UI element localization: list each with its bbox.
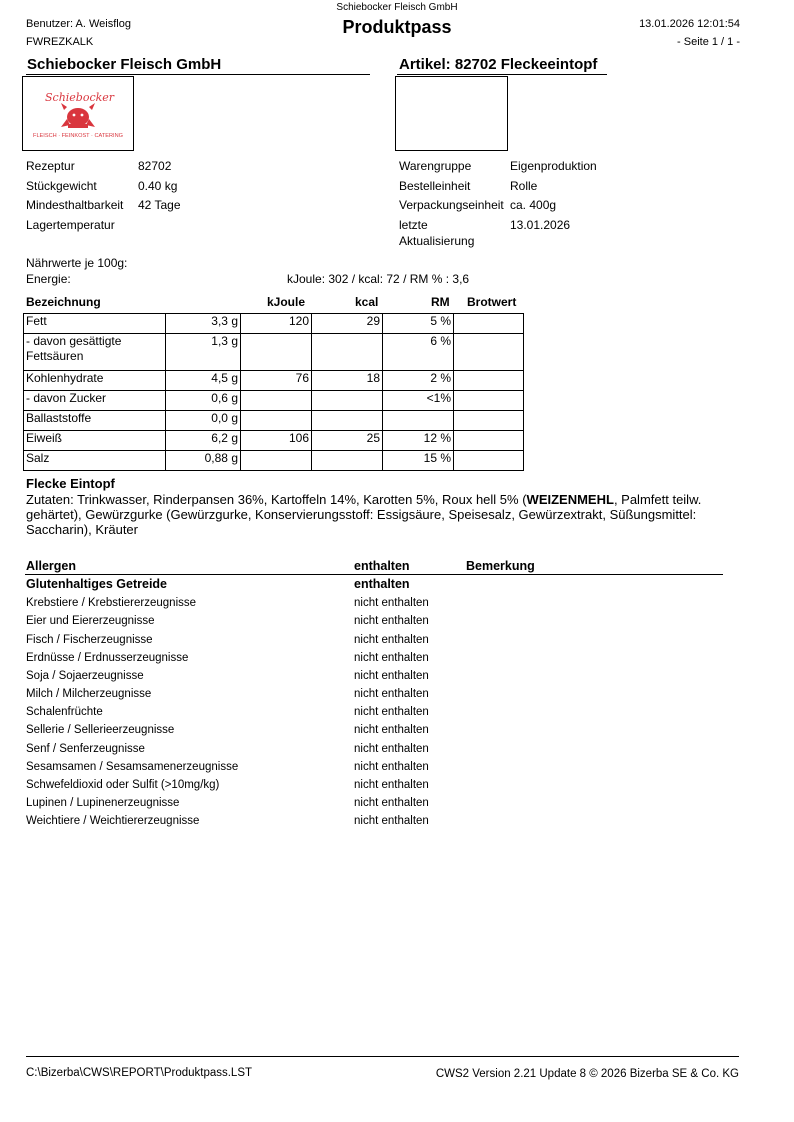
info-label: Bestelleinheit [399, 179, 471, 193]
nutrient-name: Ballaststoffe [24, 411, 166, 431]
nutrient-amount: 0,0 g [166, 411, 241, 431]
nutrient-amount: 4,5 g [166, 371, 241, 391]
allergen-status: nicht enthalten [354, 815, 429, 827]
divider [397, 74, 607, 75]
energy-label: Energie: [26, 272, 71, 286]
table-row [24, 431, 524, 451]
allergen-status: nicht enthalten [354, 615, 429, 627]
info-label: Rezeptur [26, 159, 75, 173]
allergen-name: Soja / Sojaerzeugnisse [26, 670, 144, 682]
nutrient-kcal [312, 411, 383, 431]
table-row [24, 451, 524, 471]
nutrition-table [23, 313, 524, 471]
report-path: C:\Bizerba\CWS\REPORT\Produktpass.LST [26, 1067, 253, 1079]
nutrient-amount: 0,88 g [166, 451, 241, 471]
info-label: Verpackungseinheit [399, 198, 504, 212]
nutrient-kcal [312, 451, 383, 471]
col-header-brotwert: Brotwert [467, 295, 517, 309]
ingredients-pre: Zutaten: Trinkwasser, Rinderpansen 36%, Kartoffeln 14%, Karotten 5%, Roux hell 5% ( [26, 492, 527, 507]
col-header-name: Bezeichnung [26, 295, 101, 309]
nutrient-name: Kohlenhydrate [24, 371, 166, 391]
allergen-note-col-header: Bemerkung [466, 559, 535, 573]
energy-value: kJoule: 302 / kcal: 72 / RM % : 3,6 [287, 272, 470, 286]
col-header-rm: RM [431, 295, 450, 309]
allergen-status: nicht enthalten [354, 724, 429, 736]
col-header-kcal: kcal [355, 295, 379, 309]
info-value: Eigenproduktion [510, 159, 597, 173]
info-value: 0.40 kg [138, 179, 178, 193]
nutrient-brotwert [454, 314, 524, 334]
nutrition-per-label: Nährwerte je 100g: [26, 256, 128, 270]
allergen-name: Lupinen / Lupinenerzeugnisse [26, 797, 180, 809]
nutrient-amount: 0,6 g [166, 391, 241, 411]
page-title: Produktpass [342, 17, 452, 37]
info-value: Rolle [510, 179, 538, 193]
info-label: Warengruppe [399, 159, 472, 173]
allergen-name: Schwefeldioxid oder Sulfit (>10mg/kg) [26, 779, 220, 791]
nutrient-kcal [312, 391, 383, 411]
allergen-name: Eier und Eiererzeugnisse [26, 615, 155, 627]
nutrient-brotwert [454, 451, 524, 471]
nutrient-kjoule: 106 [241, 431, 312, 451]
nutrient-name: Eiweiß [24, 431, 166, 451]
user-label: Benutzer: A. Weisflog [26, 18, 131, 30]
allergen-name: Weichtiere / Weichtiererzeugnisse [26, 815, 200, 827]
logo-graphic [23, 77, 133, 150]
print-datetime: 13.01.2026 12:01:54 [639, 18, 740, 30]
allergen-status: enthalten [354, 577, 410, 591]
divider [26, 1056, 739, 1057]
company-logo [22, 76, 134, 151]
info-label: Lagertemperatur [26, 218, 115, 232]
info-label: letzte [399, 218, 428, 232]
nutrient-brotwert [454, 431, 524, 451]
allergen-status: nicht enthalten [354, 761, 429, 773]
allergen-name: Milch / Milcherzeugnisse [26, 688, 152, 700]
info-value: ca. 400g [510, 198, 557, 212]
nutrient-rm: 12 % [383, 431, 454, 451]
allergen-col-header: Allergen [26, 559, 77, 573]
col-header-kjoule: kJoule [267, 295, 306, 309]
nutrient-kjoule: 120 [241, 314, 312, 334]
nutrient-name: Fett [24, 314, 166, 334]
allergen-name: Sellerie / Sellerieerzeugnisse [26, 724, 175, 736]
allergen-status: nicht enthalten [354, 743, 429, 755]
allergen-status: nicht enthalten [354, 634, 429, 646]
nutrient-name: - davon gesättigte Fettsäuren [24, 334, 166, 371]
nutrient-kjoule [241, 391, 312, 411]
nutrient-rm [383, 411, 454, 431]
nutrient-brotwert [454, 334, 524, 371]
table-row [24, 334, 524, 371]
allergen-name: Glutenhaltiges Getreide [26, 577, 168, 591]
ingredients-text [26, 492, 726, 537]
nutrient-kjoule: 76 [241, 371, 312, 391]
info-value: 13.01.2026 [510, 218, 571, 232]
table-row [24, 371, 524, 391]
nutrient-kcal [312, 334, 383, 371]
ingredients-post: , Palmfett teilw. gehärtet), Gewürzgurke (Gewürzgurke, Konservierungsstoff: Essigsäure, Speisesalz, Gewürzextrakt, Süßungsmittel: Saccharin), Kräuter [26, 492, 702, 537]
nutrient-rm: 6 % [383, 334, 454, 371]
article-image-placeholder [395, 76, 508, 151]
nutrient-rm: <1% [383, 391, 454, 411]
nutrient-rm: 5 % [383, 314, 454, 334]
nutrient-rm: 15 % [383, 451, 454, 471]
nutrient-kjoule [241, 411, 312, 431]
nutrient-name: - davon Zucker [24, 391, 166, 411]
page-indicator: - Seite 1 / 1 - [677, 36, 740, 48]
table-row [24, 391, 524, 411]
allergen-name: Erdnüsse / Erdnusserzeugnisse [26, 652, 189, 664]
logo-tagline: FLEISCH · FEINKOST · CATERING [33, 133, 123, 139]
info-value: 42 Tage [138, 198, 181, 212]
nutrient-kcal: 25 [312, 431, 383, 451]
allergen-status: nicht enthalten [354, 652, 429, 664]
software-version: CWS2 Version 2.21 Update 8 © 2026 Bizerba SE & Co. KG [435, 1068, 739, 1080]
article-heading: Artikel: 82702 Fleckeeintopf [399, 56, 598, 73]
company-heading: Schiebocker Fleisch GmbH [27, 56, 222, 73]
allergen-name: Senf / Senferzeugnisse [26, 743, 145, 755]
allergen-status: nicht enthalten [354, 597, 429, 609]
allergen-status: nicht enthalten [354, 688, 429, 700]
report-code: FWREZKALK [26, 36, 94, 48]
nutrient-brotwert [454, 391, 524, 411]
logo-script: Schiebocker [45, 91, 115, 104]
allergen-status: nicht enthalten [354, 797, 429, 809]
nutrient-name: Salz [24, 451, 166, 471]
table-row [24, 314, 524, 334]
bull-icon [61, 103, 95, 128]
nutrient-rm: 2 % [383, 371, 454, 391]
allergen-name: Fisch / Fischerzeugnisse [26, 634, 153, 646]
info-label: Mindesthaltbarkeit [26, 198, 124, 212]
header-company: Schiebocker Fleisch GmbH [336, 2, 458, 13]
table-row [24, 411, 524, 431]
allergen-status: nicht enthalten [354, 779, 429, 791]
nutrient-amount: 6,2 g [166, 431, 241, 451]
allergen-status: nicht enthalten [354, 670, 429, 682]
product-name: Flecke Eintopf [26, 476, 115, 491]
ingredients-allergen-highlight: WEIZENMEHL [526, 492, 614, 507]
allergen-status: nicht enthalten [354, 706, 429, 718]
allergen-name: Sesamsamen / Sesamsamenerzeugnisse [26, 761, 239, 773]
nutrient-kjoule [241, 334, 312, 371]
info-label: Stückgewicht [26, 179, 97, 193]
allergen-name: Krebstiere / Krebstiererzeugnisse [26, 597, 197, 609]
divider [26, 74, 370, 75]
info-label: Aktualisierung [399, 234, 475, 248]
allergen-contained-col-header: enthalten [354, 559, 410, 573]
nutrient-kcal: 29 [312, 314, 383, 334]
allergen-name: Schalenfrüchte [26, 706, 103, 718]
nutrient-amount: 3,3 g [166, 314, 241, 334]
nutrient-kjoule [241, 451, 312, 471]
nutrient-kcal: 18 [312, 371, 383, 391]
nutrient-brotwert [454, 411, 524, 431]
nutrient-brotwert [454, 371, 524, 391]
info-value: 82702 [138, 159, 172, 173]
divider [25, 574, 723, 575]
nutrient-amount: 1,3 g [166, 334, 241, 371]
